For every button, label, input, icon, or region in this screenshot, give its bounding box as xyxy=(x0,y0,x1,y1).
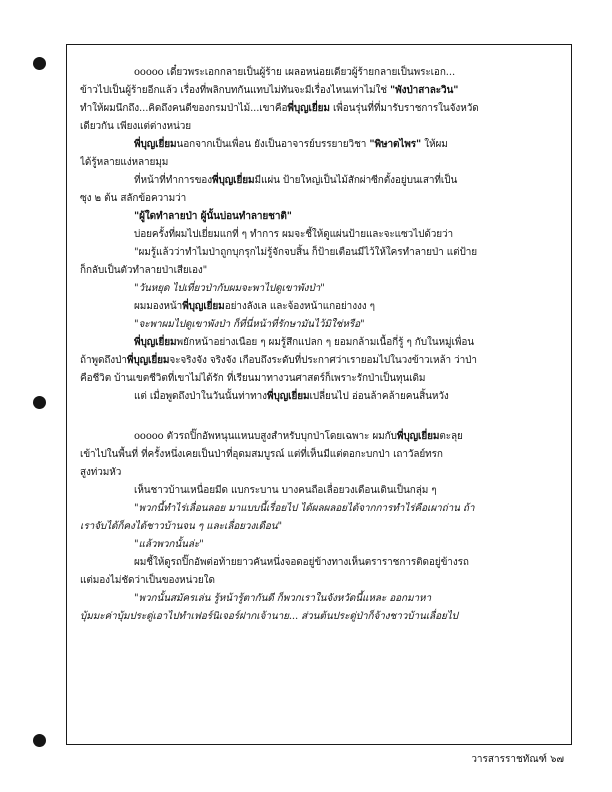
paragraph xyxy=(80,226,558,244)
text-line xyxy=(80,280,558,298)
paragraph xyxy=(80,298,558,316)
text-run: สูงท่วมหัว xyxy=(80,467,122,478)
binder-hole xyxy=(33,57,46,70)
text-run: ooooo ตัวรถปิ๊กอัพหนุนแหนบสูงสำหรับบุกป่าโดยเฉพาะ ผมกับ xyxy=(134,431,397,442)
text-run: ซุง ๒ ต้น สลักข้อความว่า xyxy=(80,193,187,204)
text-line xyxy=(80,118,558,136)
text-run: "จะพาผมไปดูเขาพังป่า ก็ที่นี่หน้าที่รักษามันไว้มิใช่หรือ" xyxy=(134,319,365,330)
emphasized-text: พี่บุญเยี่ยม xyxy=(134,139,177,150)
text-line xyxy=(80,482,558,500)
text-run: ได้รู้หลายแง่หลายมุม xyxy=(80,157,169,168)
emphasized-text: "ผู้ใดทำลายป่า ผู้นั้นบ่อนทำลายชาติ" xyxy=(134,211,292,222)
paragraph xyxy=(80,428,558,482)
paragraph xyxy=(80,388,558,406)
text-line xyxy=(80,590,558,608)
text-line xyxy=(80,428,558,446)
text-line xyxy=(80,554,558,572)
text-line xyxy=(80,82,558,100)
text-run: ตะลุย xyxy=(439,431,463,442)
binder-hole xyxy=(33,396,46,409)
paragraph xyxy=(80,136,558,172)
text-run: ถ้าพูดถึงป่า xyxy=(80,355,127,366)
text-line xyxy=(80,370,558,388)
text-run: คือชีวิต บ้านเขตชีวิตที่เขาไม่ได้รัก ที่เรียนมาทางวนศาสตร์ก็เพราะรักป่าเป็นทุนเดิม xyxy=(80,373,426,384)
text-line xyxy=(80,572,558,590)
text-run: "วันหยุด ไปเที่ยวป่ากับผมจะพาไปดูเขาพังป่า" xyxy=(134,283,325,294)
text-line xyxy=(80,208,558,226)
emphasized-text: พี่บุญเยี่ยม xyxy=(134,337,177,348)
text-line xyxy=(80,334,558,352)
emphasized-text: "พิษาตไพร" xyxy=(369,139,422,150)
text-run: เปลี่ยนไป อ่อนล้าคล้ายคนสิ้นหวัง xyxy=(309,391,449,402)
text-line xyxy=(80,226,558,244)
text-run: แต่ เมื่อพูดถึงป่าในวันนั้นท่าทาง xyxy=(134,391,267,402)
text-line xyxy=(80,190,558,208)
text-line xyxy=(80,64,558,82)
article-body xyxy=(80,64,558,626)
text-line xyxy=(80,518,558,536)
text-run: ผมชี้ให้ดูรถปิ๊กอัพต่อท้ายยาวคันหนึ่งจอดอยู่ข้างทางเห็นตราราชการติดอยู่ข้างรถ xyxy=(134,557,469,568)
paragraph xyxy=(80,590,558,626)
text-run: "พวกนี้ทำไร่เลื่อนลอย มาแบบนี้เรื่อยไป ได้ผลผลอยได้จากการทำไร่คือเผาถ่าน ถ้า xyxy=(134,503,475,514)
paragraph xyxy=(80,554,558,590)
page-footer: วารสารราชทัณฑ์ ๖๗ xyxy=(471,754,564,765)
text-line xyxy=(80,464,558,482)
text-run: บ่อยครั้งที่ผมไปเยี่ยมแกที่ ๆ ทำการ ผมจะชี้ให้ดูแผ่นป้ายและจะแซวไปด้วยว่า xyxy=(134,229,454,240)
text-run: บุ้มมะค่าบุ้มประดู่เอาไปทำเฟอร์นิเจอร์ฝากเจ้านาย... ส่วนต้นประดู่ป่าก็จ้างชาวบ้านเลื่อยไป xyxy=(80,611,458,622)
text-run: จะจริงจัง จริงจัง เกือบถึงระดับที่ประกาศว่าเรายอมไปในวงข้าวเหล้า ว่าป่า xyxy=(169,355,477,366)
text-line xyxy=(80,136,558,154)
paragraph xyxy=(80,244,558,280)
text-run: ก็กลับเป็นตัวทำลายป่าเสียเอง" xyxy=(80,265,208,276)
paragraph xyxy=(80,316,558,334)
paragraph xyxy=(80,482,558,500)
paragraph xyxy=(80,500,558,536)
text-run: เข้าไปในพื้นที่ ที่ครั้งหนึ่งเคยเป็นป่าที่อุดมสมบูรณ์ แต่ที่เห็นมีแต่ตอกะบกป่า เถาวัลย์ทรก xyxy=(80,449,443,460)
paragraph xyxy=(80,172,558,208)
text-run: นอกจากเป็นเพื่อน ยังเป็นอาจารย์บรรยายวิชา xyxy=(176,139,370,150)
text-run: ข้าวไปเป็นผู้ร้ายอีกแล้ว เรื่องที่พลิกบทกันแทบไม่ทันจะมีเรื่องไหนเท่าไม่ใช่ xyxy=(80,85,391,96)
text-line xyxy=(80,172,558,190)
text-run: "แล้วพวกนั้นล่ะ" xyxy=(134,539,204,550)
text-run: เดียวกัน เพียงแต่ต่างหน่วย xyxy=(80,121,192,132)
text-line xyxy=(80,608,558,626)
text-line xyxy=(80,388,558,406)
text-run: ให้ผม xyxy=(421,139,448,150)
text-run: ooooo เดี๋ยวพระเอกกลายเป็นผู้ร้าย เผลอหน่อยเดียวผู้ร้ายกลายเป็นพระเอก... xyxy=(134,67,456,78)
binder-hole xyxy=(33,734,46,747)
text-line xyxy=(80,536,558,554)
text-run: เพื่อนรุ่นที่ที่มารับราชการในจังหวัด xyxy=(329,103,479,114)
text-run: ที่หน้าที่ทำการของ xyxy=(134,175,212,186)
section-gap xyxy=(80,406,558,428)
emphasized-text: พี่บุญเยี่ยม xyxy=(396,431,440,442)
emphasized-text: พี่บุญเยี่ยม xyxy=(266,391,310,402)
text-run: เราจับได้ก็คงได้ชาวบ้านจน ๆ และเลื่อยวงเดือน" xyxy=(80,521,283,532)
paragraph xyxy=(80,64,558,136)
text-run: เห็นชาวบ้านเหนื่อยมีด แบกระบาน บางคนถือเลื่อยวงเดือนเดินเป็นกลุ่ม ๆ xyxy=(134,485,437,496)
text-line xyxy=(80,262,558,280)
text-line xyxy=(80,298,558,316)
text-run: อย่างลังเล และจ้องหน้าแกอย่างงง ๆ xyxy=(224,301,375,312)
text-run: ทำให้ผมนึกถึง...คิดถึงคนดีของกรมป่าไม้...เขาคือ xyxy=(80,103,288,114)
text-line xyxy=(80,446,558,464)
emphasized-text: พี่บุญเยี่ยม xyxy=(212,175,255,186)
paragraph xyxy=(80,536,558,554)
text-line xyxy=(80,316,558,334)
emphasized-text: พี่บุญเยี่ยม xyxy=(182,301,225,312)
paragraph xyxy=(80,334,558,388)
text-line xyxy=(80,100,558,118)
text-run: มีแผ่น ป้ายใหญ่เป็นไม้สักผ่าซีกตั้งอยู่บนเสาที่เป็น xyxy=(254,175,458,186)
emphasized-text: "พังป่าสาละวิน" xyxy=(390,85,459,96)
text-line xyxy=(80,500,558,518)
text-run: "พวกนั้นสมัครเล่น รู้หน้ารู้ตากันดี ก็พวกเราในจังหวัดนี้แหละ ออกมาหา xyxy=(134,593,432,604)
text-run: "ผมรู้แล้วว่าทำไมป่าถูกบุกรุกไม่รู้จักจบสิ้น ก็ป้ายเตือนมีไว้ให้ใครทำลายป่า แต่ป้าย xyxy=(134,247,477,258)
text-run: ผมมองหน้า xyxy=(134,301,183,312)
text-line xyxy=(80,244,558,262)
paragraph xyxy=(80,208,558,226)
text-run: แต่มองไม่ชัดว่าเป็นของหน่วยใด xyxy=(80,575,215,586)
paragraph xyxy=(80,280,558,298)
emphasized-text: พี่บุญเยี่ยม xyxy=(126,355,170,366)
text-line xyxy=(80,154,558,172)
text-line xyxy=(80,352,558,370)
text-run: พยักหน้าอย่างเนือย ๆ ผมรู้สึกแปลก ๆ ยอมกล้ามเนื้อกี่รู้ ๆ กับในหมู่เพื่อน xyxy=(176,337,474,348)
emphasized-text: พี่บุญเยี่ยม xyxy=(287,103,330,114)
